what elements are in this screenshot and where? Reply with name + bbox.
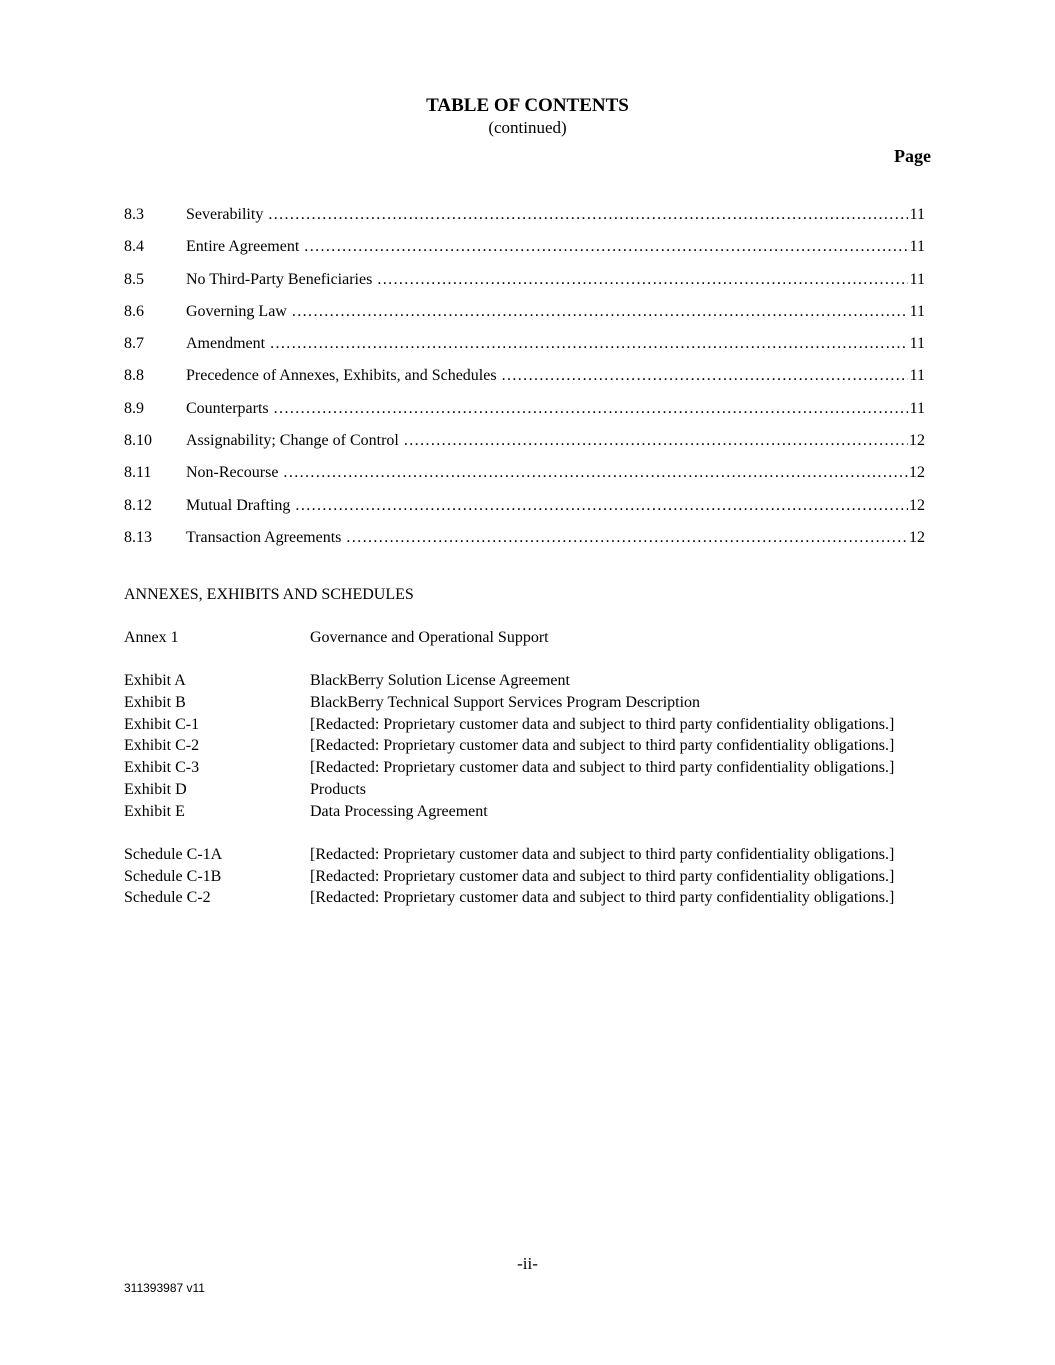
page-subtitle: (continued) xyxy=(488,118,567,137)
toc-entry-row xyxy=(124,431,931,451)
toc-entry-row xyxy=(124,205,931,225)
dot-leader xyxy=(270,334,908,354)
toc-entry-number: 8.13 xyxy=(124,528,152,546)
annex-row-description: Governance and Operational Support xyxy=(310,628,549,646)
toc-entry-page-number: 11 xyxy=(909,238,925,256)
dot-leader xyxy=(404,431,908,451)
annexes-heading: ANNEXES, EXHIBITS AND SCHEDULES xyxy=(124,585,414,603)
toc-entry-number: 8.10 xyxy=(124,432,152,450)
dot-leader xyxy=(268,205,908,225)
toc-entry-number: 8.9 xyxy=(124,399,144,417)
toc-entry-number: 8.6 xyxy=(124,302,144,320)
annex-row-label: Exhibit C-3 xyxy=(124,759,200,777)
annex-row xyxy=(124,670,931,692)
annex-group xyxy=(124,670,931,822)
toc-entry-title: Entire Agreement xyxy=(186,238,300,256)
toc-entry-title: Assignability; Change of Control xyxy=(186,432,399,450)
toc-entry-page-number: 11 xyxy=(909,270,925,288)
annex-row-description: Products xyxy=(310,780,366,798)
toc-entry-page-number: 12 xyxy=(909,496,925,514)
annex-row-description: BlackBerry Technical Support Services Program Description xyxy=(310,694,701,712)
toc-entry-page-number: 11 xyxy=(909,399,925,417)
toc-entry-title: Transaction Agreements xyxy=(186,528,342,546)
annex-row-label: Exhibit A xyxy=(124,672,186,690)
toc-entry-number: 8.7 xyxy=(124,335,144,353)
annex-row xyxy=(124,801,931,823)
annex-row-description: [Redacted: Proprietary customer data and subject to third party confidentiality obligations.] xyxy=(310,759,895,777)
annex-row xyxy=(124,757,931,779)
annex-row xyxy=(124,779,931,801)
toc-entry-page-number: 11 xyxy=(909,302,925,320)
toc-entry-page-number: 11 xyxy=(909,367,925,385)
toc-entry-title: Amendment xyxy=(186,335,266,353)
toc-entry-number: 8.4 xyxy=(124,238,144,256)
annex-row-description: [Redacted: Proprietary customer data and subject to third party confidentiality obligations.] xyxy=(310,867,895,885)
toc-entry-row xyxy=(124,496,931,516)
toc-entry-row xyxy=(124,463,931,483)
footer-document-id: 311393987 v11 xyxy=(124,1281,205,1295)
annex-group xyxy=(124,627,931,649)
toc-entry-row xyxy=(124,334,931,354)
dot-leader xyxy=(502,366,908,386)
annex-row-label: Exhibit B xyxy=(124,694,186,712)
annex-row-description: [Redacted: Proprietary customer data and subject to third party confidentiality obligations.] xyxy=(310,715,895,733)
toc-entry-page-number: 12 xyxy=(909,528,925,546)
toc-entry-title: Precedence of Annexes, Exhibits, and Schedules xyxy=(186,367,497,385)
footer-page-number: -ii- xyxy=(517,1254,538,1273)
toc-entry-row xyxy=(124,399,931,419)
page-title: TABLE OF CONTENTS xyxy=(426,95,629,116)
toc-entry-number: 8.12 xyxy=(124,496,152,514)
dot-leader xyxy=(304,237,908,257)
toc-entry-row xyxy=(124,237,931,257)
annex-row-label: Schedule C-2 xyxy=(124,889,211,907)
dot-leader xyxy=(292,302,908,322)
toc-list xyxy=(124,205,931,548)
toc-entry-title: Governing Law xyxy=(186,302,287,320)
annex-row-description: [Redacted: Proprietary customer data and subject to third party confidentiality obligations.] xyxy=(310,845,895,863)
toc-entry-title: Counterparts xyxy=(186,399,269,417)
annex-row xyxy=(124,714,931,736)
toc-entry-title: No Third-Party Beneficiaries xyxy=(186,270,373,288)
toc-entry-number: 8.11 xyxy=(124,464,152,482)
annex-row-label: Exhibit E xyxy=(124,802,185,820)
toc-entry-row xyxy=(124,270,931,290)
annex-row xyxy=(124,887,931,909)
annex-row-description: [Redacted: Proprietary customer data and subject to third party confidentiality obligations.] xyxy=(310,737,895,755)
annex-row-label: Schedule C-1A xyxy=(124,845,223,863)
dot-leader xyxy=(274,399,908,419)
page-column-label: Page xyxy=(894,146,931,166)
toc-entry-page-number: 12 xyxy=(909,464,925,482)
toc-entry-page-number: 11 xyxy=(909,335,925,353)
toc-entry-row xyxy=(124,366,931,386)
toc-entry-title: Non-Recourse xyxy=(186,464,279,482)
toc-entry-number: 8.8 xyxy=(124,367,144,385)
dot-leader xyxy=(377,270,908,290)
toc-entry-title: Severability xyxy=(186,206,264,223)
annex-groups xyxy=(124,627,931,909)
annex-row xyxy=(124,627,931,649)
annex-row xyxy=(124,866,931,888)
toc-entry-title: Mutual Drafting xyxy=(186,496,291,514)
annex-row-label: Annex 1 xyxy=(124,628,179,646)
dot-leader xyxy=(346,528,908,548)
dot-leader xyxy=(283,463,908,483)
annex-row-label: Schedule C-1B xyxy=(124,867,222,885)
annex-row xyxy=(124,692,931,714)
annex-row xyxy=(124,844,931,866)
annex-row-description: Data Processing Agreement xyxy=(310,802,488,820)
toc-entry-page-number: 11 xyxy=(909,206,925,223)
toc-entry-number: 8.5 xyxy=(124,270,144,288)
toc-entry-row xyxy=(124,528,931,548)
annex-row-description: BlackBerry Solution License Agreement xyxy=(310,672,570,690)
toc-entry-page-number: 12 xyxy=(909,432,925,450)
toc-entry-row xyxy=(124,302,931,322)
annex-group xyxy=(124,844,931,909)
annex-row xyxy=(124,735,931,757)
annex-row-label: Exhibit C-1 xyxy=(124,715,200,733)
toc-entry-number: 8.3 xyxy=(124,206,144,223)
annex-row-label: Exhibit C-2 xyxy=(124,737,200,755)
annex-row-description: [Redacted: Proprietary customer data and subject to third party confidentiality obligations.] xyxy=(310,889,895,907)
dot-leader xyxy=(295,496,908,516)
annex-row-label: Exhibit D xyxy=(124,780,187,798)
